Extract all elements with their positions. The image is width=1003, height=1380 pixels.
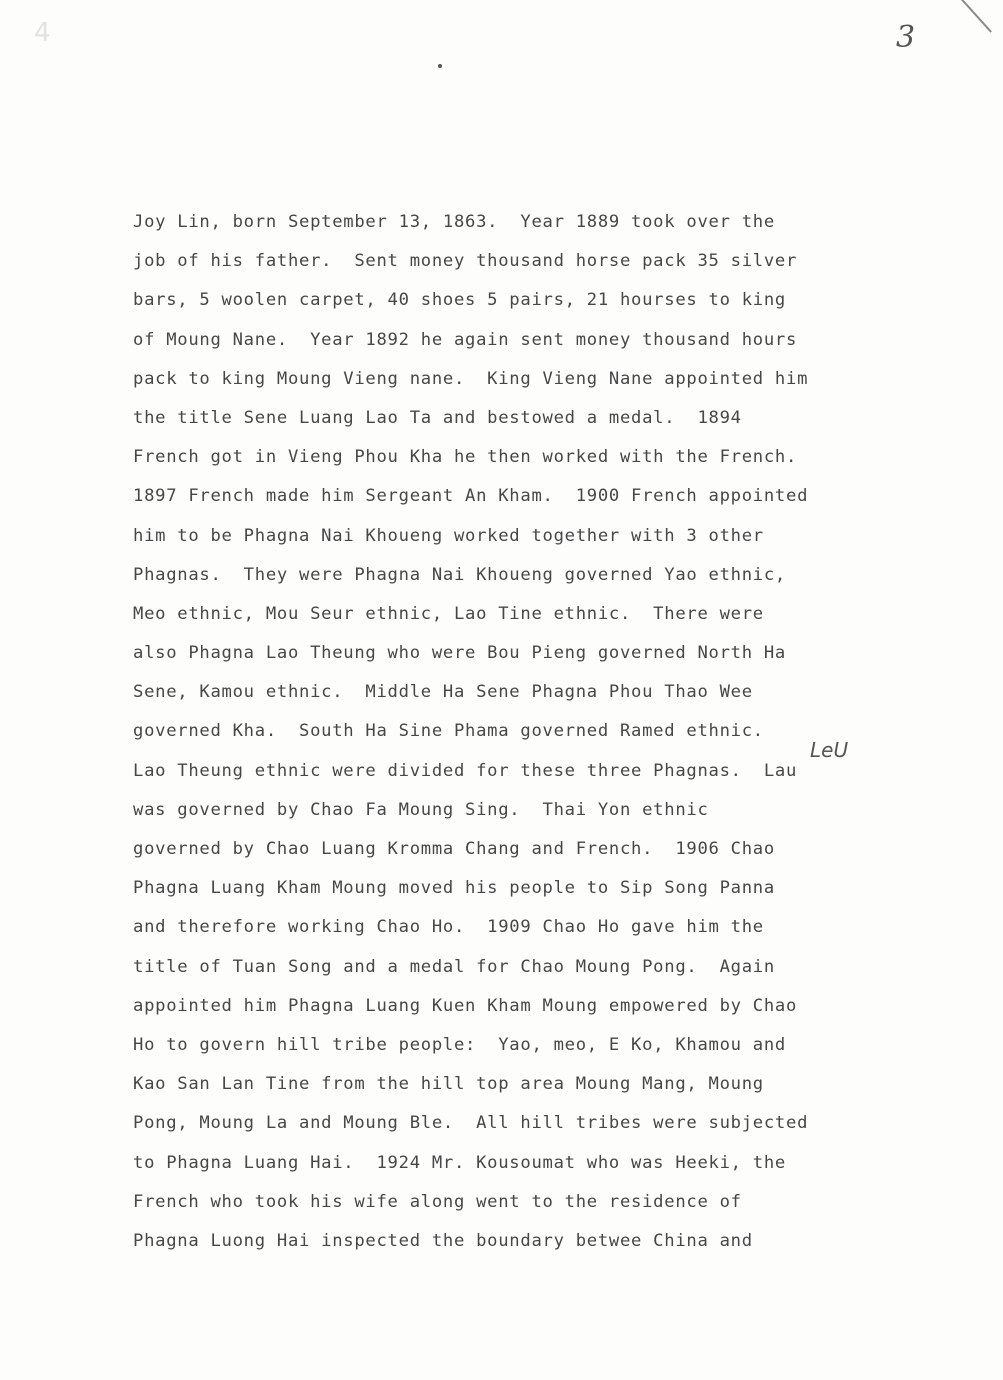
text-line: was governed by Chao Fa Moung Sing. Thai Yon ethnic	[133, 799, 709, 820]
text-line: bars, 5 woolen carpet, 40 shoes 5 pairs, 21 hourses to king	[133, 290, 786, 311]
handwritten-annotation: LeU	[810, 738, 849, 762]
page-number: 3	[896, 20, 916, 55]
text-line: Ho to govern hill tribe people: Yao, meo, E Ko, Khamou and	[133, 1034, 786, 1055]
text-line: Sene, Kamou ethnic. Middle Ha Sene Phagna Phou Thao Wee	[133, 682, 753, 703]
text-line: Phagnas. They were Phagna Nai Khoueng governed Yao ethnic,	[133, 564, 786, 585]
text-line: Lao Theung ethnic were divided for these three Phagnas. Lau	[133, 760, 798, 781]
text-line: governed by Chao Luang Kromma Chang and French. 1906 Chao	[133, 839, 775, 859]
text-line: Phagna Luong Hai inspected the boundary betwee China and	[133, 1230, 753, 1251]
ink-dot	[438, 64, 442, 68]
text-line: and therefore working Chao Ho. 1909 Chao Ho gave him the	[133, 917, 764, 938]
text-line: Pong, Moung La and Moung Ble. All hill tribes were subjected	[133, 1113, 809, 1134]
text-line: Kao San Lan Tine from the hill top area Moung Mang, Moung	[133, 1074, 764, 1095]
text-line: 1897 French made him Sergeant An Kham. 1900 French appointed	[133, 486, 809, 507]
corner-fold-line	[961, 0, 992, 33]
text-line: Phagna Luang Kham Moung moved his people to Sip Song Panna	[133, 878, 775, 899]
text-line: him to be Phagna Nai Khoueng worked together with 3 other	[133, 525, 764, 546]
text-line: Joy Lin, born September 13, 1863. Year 1889 took over the	[133, 212, 775, 232]
text-line: Meo ethnic, Mou Seur ethnic, Lao Tine ethnic. There were	[133, 603, 764, 624]
text-line: French who took his wife along went to the residence of	[133, 1191, 742, 1212]
text-line: the title Sene Luang Lao Ta and bestowed a medal. 1894	[133, 407, 742, 428]
text-line: pack to king Moung Vieng nane. King Vieng Nane appointed him	[133, 368, 809, 389]
text-line: job of his father. Sent money thousand horse pack 35 silver	[133, 251, 798, 272]
typed-body-text	[133, 203, 863, 1261]
text-line: also Phagna Lao Theung who were Bou Pieng governed North Ha	[133, 643, 786, 664]
text-line: governed Kha. South Ha Sine Phama governed Ramed ethnic.	[133, 721, 764, 742]
text-line: title of Tuan Song and a medal for Chao Moung Pong. Again	[133, 956, 775, 977]
text-line: appointed him Phagna Luang Kuen Kham Moung empowered by Chao	[133, 995, 798, 1016]
text-line: of Moung Nane. Year 1892 he again sent money thousand hours	[133, 329, 798, 350]
faint-corner-mark: 4	[34, 18, 51, 48]
text-line: French got in Vieng Phou Kha he then worked with the French.	[133, 447, 798, 468]
text-line: to Phagna Luang Hai. 1924 Mr. Kousoumat who was Heeki, the	[133, 1152, 786, 1173]
